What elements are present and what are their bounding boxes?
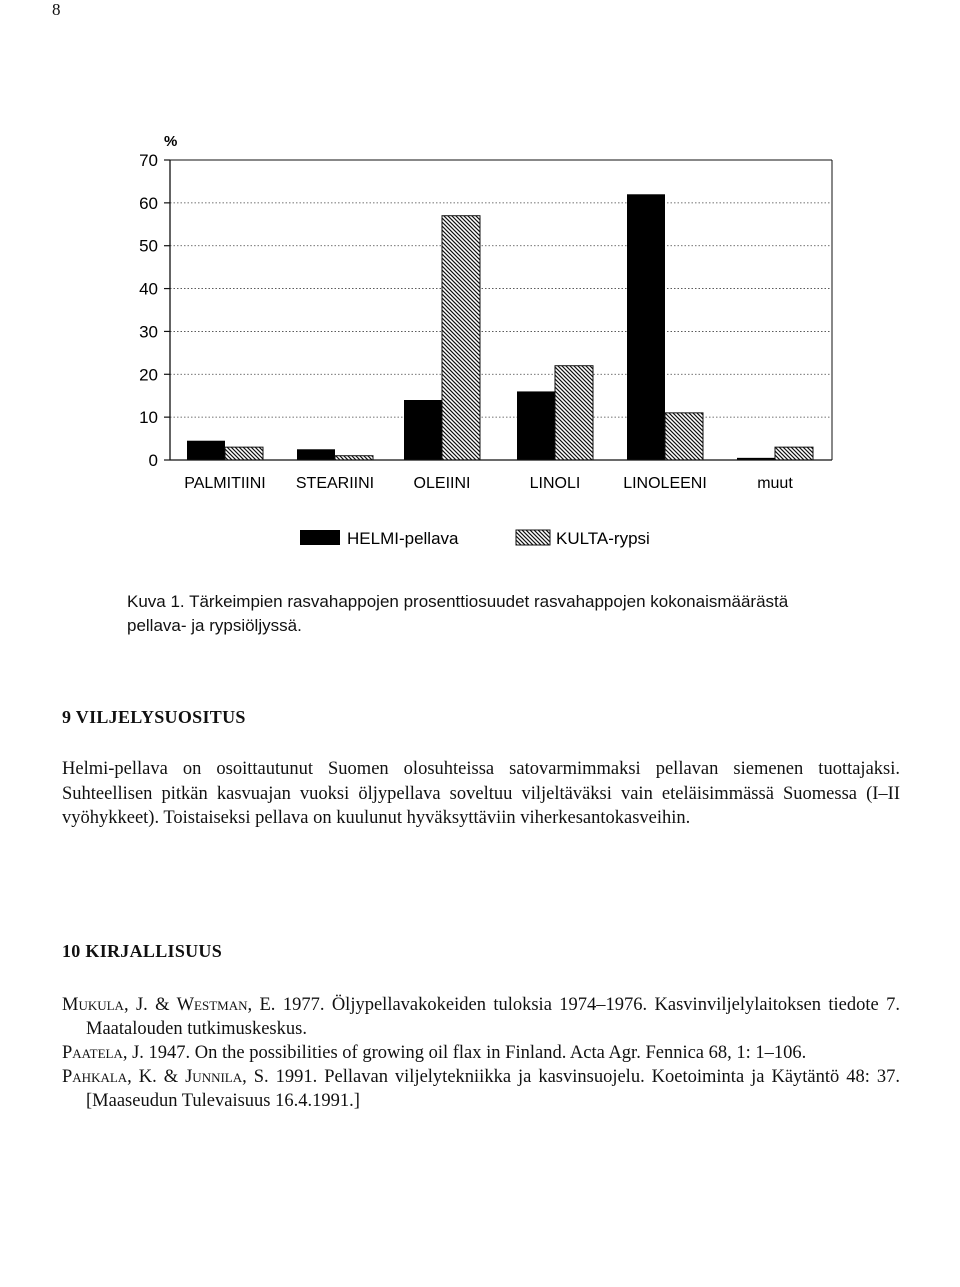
bar-kulta-rypsi xyxy=(775,447,813,460)
reference-details: 1991. Pellavan viljelytekniikka ja kasvinsuojelu. Koetoiminta ja Käytäntö 48: 37. [Maaseudun Tulevaisuus 16.4.1991.] xyxy=(86,1067,901,1111)
reference-authors: Pahkala, K. & Junnila, S. xyxy=(62,1067,269,1087)
x-category-label: OLEIINI xyxy=(413,475,471,492)
legend-swatch-kulta xyxy=(516,530,550,545)
y-tick-label: 20 xyxy=(139,365,158,385)
reference-details: 1977. Öljypellavakokeiden tuloksia 1974–1976. Kasvinviljelylaitoksen tiedote 7. Maatalouden tutkimuskeskus. xyxy=(86,995,900,1039)
bar-kulta-rypsi xyxy=(665,413,703,460)
reference-list xyxy=(62,993,900,1113)
section-10-heading: 10 KIRJALLISUUS xyxy=(62,941,223,961)
y-tick-label: 60 xyxy=(139,193,158,213)
fatty-acid-bar-chart xyxy=(0,0,960,560)
reference-details: 1947. On the possibilities of growing oil flax in Finland. Acta Agr. Fennica 68, 1: 1–106. xyxy=(143,1043,807,1063)
reference-item xyxy=(62,993,900,1041)
bar-kulta-rypsi xyxy=(225,447,263,460)
bar-kulta-rypsi xyxy=(555,366,593,460)
x-category-label: LINOLI xyxy=(529,475,581,492)
legend-label-kulta: KULTA-rypsi xyxy=(556,529,650,548)
legend-label-helmi: HELMI-pellava xyxy=(347,529,459,548)
x-category-label: STEARIINI xyxy=(295,475,375,492)
figure-caption: Kuva 1. Tärkeimpien rasvahappojen prosenttiosuudet rasvahappojen kokonaismäärästä pellava- ja rypsiöljyssä. xyxy=(127,592,789,635)
bar-helmi-pellava xyxy=(517,391,555,460)
bar-helmi-pellava xyxy=(627,194,665,460)
y-tick-label: 50 xyxy=(139,236,158,256)
x-category-label: PALMITIINI xyxy=(184,475,266,492)
reference-authors: Mukula, J. & Westman, E. xyxy=(62,995,276,1015)
y-tick-label: 70 xyxy=(139,151,158,170)
bar-kulta-rypsi xyxy=(442,216,480,460)
y-unit-label: % xyxy=(164,133,178,150)
bar-helmi-pellava xyxy=(404,400,442,460)
x-category-label: muut xyxy=(757,475,793,492)
reference-item xyxy=(62,1041,900,1065)
reference-authors: Paatela, J. xyxy=(62,1043,144,1063)
y-tick-label: 40 xyxy=(139,279,158,299)
bar-helmi-pellava xyxy=(187,441,225,460)
page-number: 8 xyxy=(52,0,61,19)
bar-helmi-pellava xyxy=(297,449,335,460)
section-9-body: Helmi-pellava on osoittautunut Suomen olosuhteissa satovarmimmaksi pellavan siemenen tuottajaksi. Suhteellisen pitkän kasvuajan vuoksi öljypellava soveltuu viljeltäväksi vain eteläisimmässä Suomessa (I–II vyöhykkeet). Toistaiseksi pellava on kuulunut hyväksyttäviin viherkesantokasveihin. xyxy=(62,759,900,828)
legend-swatch-helmi xyxy=(300,530,340,545)
y-tick-label: 30 xyxy=(139,322,158,342)
y-tick-label: 0 xyxy=(148,451,158,470)
reference-item xyxy=(62,1065,900,1113)
y-tick-label: 10 xyxy=(139,408,158,428)
section-9-heading: 9 VILJELYSUOSITUS xyxy=(62,707,246,727)
section-9-paragraph xyxy=(62,757,900,831)
x-category-label: LINOLEENI xyxy=(623,475,707,492)
